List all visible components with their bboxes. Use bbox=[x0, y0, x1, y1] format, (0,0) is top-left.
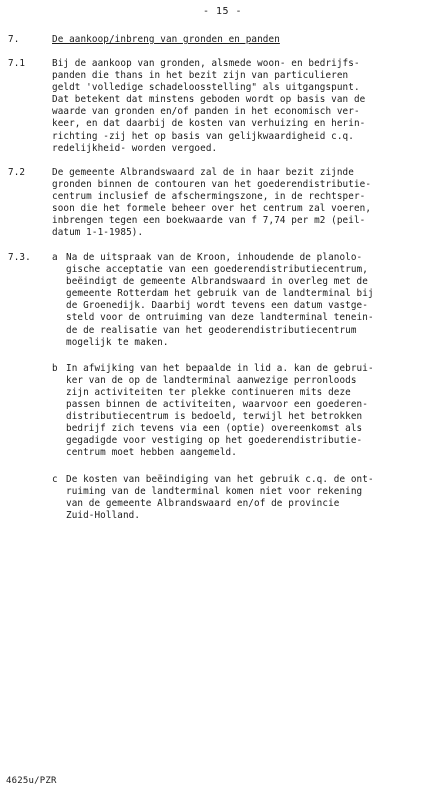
text-line: In afwijking van het bepaalde in lid a. kan de gebrui- bbox=[66, 362, 374, 374]
paragraph bbox=[52, 167, 440, 240]
text-line: redelijkheid- worden vergoed. bbox=[52, 142, 218, 154]
text-line: distributiecentrum is bedoeld, terwijl het betrokken bbox=[66, 411, 363, 423]
text-line: beëindigt de gemeente Albrandswaard in overleg met de bbox=[66, 276, 368, 288]
text-line: keer, en dat daarbij de kosten van verhuizing en herin- bbox=[52, 118, 366, 130]
text-line: De kosten van beëindiging van het gebruik c.q. de ont- bbox=[66, 473, 374, 485]
subitem-letter: c bbox=[52, 473, 58, 485]
text-line: van de gemeente Albrandswaard en/of de provincie bbox=[66, 497, 340, 509]
subitem-a bbox=[52, 252, 440, 349]
text-line: gegadigde voor vestiging op het goederendistributie- bbox=[66, 435, 363, 447]
section-7-2 bbox=[8, 167, 440, 240]
text-line: Na de uitspraak van de Kroon, inhoudende de planolo- bbox=[66, 252, 363, 263]
section-heading: De aankoop/inbreng van gronden en panden bbox=[52, 34, 280, 45]
text-line: datum 1-1-1985). bbox=[52, 227, 144, 239]
text-line: steld voor de ontruiming van deze landterminal tenein- bbox=[66, 312, 374, 324]
text-line: Bij de aankoop van gronden, alsmede woon- en bedrijfs- bbox=[52, 58, 360, 69]
subitem-c bbox=[52, 474, 440, 522]
subitem-b bbox=[52, 363, 440, 460]
section-number: 7.1 bbox=[8, 58, 26, 69]
paragraph bbox=[66, 363, 440, 460]
subitem-letter: a bbox=[52, 252, 58, 263]
section-number: 7.2 bbox=[8, 167, 26, 178]
text-line: De gemeente Albrandswaard zal de in haar bezit zijnde bbox=[52, 167, 354, 178]
section-number: 7.3. bbox=[8, 252, 31, 263]
text-line: ruiming van de landterminal komen niet voor rekening bbox=[66, 485, 363, 497]
text-line: passen binnen de activiteiten, waarvoor een goederen- bbox=[66, 399, 368, 411]
document-reference-code: 4625u/PZR bbox=[6, 776, 57, 786]
text-line: panden die thans in het bezit zijn van particulieren bbox=[52, 70, 349, 82]
text-line: centrum moet hebben aangemeld. bbox=[66, 447, 237, 459]
text-line: mogelijk te maken. bbox=[66, 336, 169, 348]
text-line: de de realisatie van het geoderendistributiecentrum bbox=[66, 324, 357, 336]
section-7-1 bbox=[8, 58, 440, 155]
subitem-letter: b bbox=[52, 362, 58, 374]
text-line: soon die het formele beheer over het centrum zal voeren, bbox=[52, 203, 372, 215]
text-line: gronden binnen de contouren van het goederendistributie- bbox=[52, 179, 372, 191]
text-line: richting -zij het op basis van gelijkwaardigheid c.q. bbox=[52, 130, 354, 142]
section-7-3 bbox=[8, 252, 440, 522]
text-line: bedrijf zich tevens via een (optie) overeenkomst als bbox=[66, 423, 363, 435]
text-line: gemeente Rotterdam het gebruik van de landterminal bij bbox=[66, 288, 374, 300]
text-line: ker van de op de landterminal aanwezige perronloods bbox=[66, 374, 357, 386]
text-line: de Groenedijk. Daarbij wordt tevens een datum vastge- bbox=[66, 300, 368, 312]
text-line: waarde van gronden en/of panden in het economisch ver- bbox=[52, 106, 360, 118]
text-line: gische acceptatie van een goederendistributiecentrum, bbox=[66, 264, 368, 276]
text-line: geldt 'volledige schadeloosstelling" als uitgangspunt. bbox=[52, 82, 360, 94]
paragraph bbox=[66, 252, 440, 349]
text-line: Zuid-Holland. bbox=[66, 509, 141, 521]
section-7 bbox=[8, 34, 440, 46]
text-line: centrum inclusief de afschermingszone, in de rechtsper- bbox=[52, 191, 366, 203]
paragraph bbox=[52, 58, 440, 155]
page-number: - 15 - bbox=[202, 6, 243, 17]
text-line: zijn activiteiten ter plekke continueren mits deze bbox=[66, 386, 351, 398]
text-line: Dat betekent dat minstens geboden wordt op basis van de bbox=[52, 94, 366, 106]
text-line: inbrengen tegen een boekwaarde van f 7,74 per m2 (peil- bbox=[52, 215, 366, 227]
paragraph bbox=[66, 474, 440, 522]
section-number: 7. bbox=[8, 34, 20, 45]
